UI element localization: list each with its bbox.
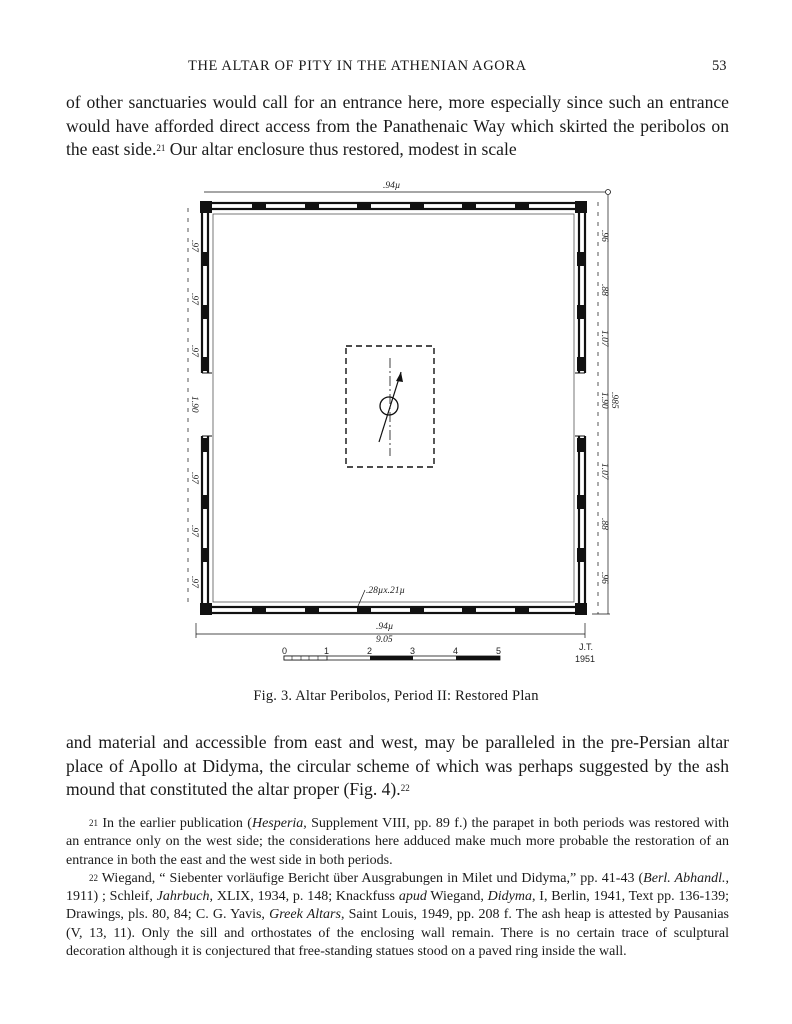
wall-block [410, 606, 424, 614]
footnote-ref-22[interactable]: 22 [400, 783, 410, 793]
left-dim: .97 [189, 293, 199, 305]
wall-block [201, 305, 209, 319]
fn-italic: Hesperia [251, 816, 304, 831]
wall-block [515, 202, 529, 210]
west-entrance [200, 373, 212, 436]
east-entrance [575, 373, 587, 436]
running-title: THE ALTAR OF PITY IN THE ATHENIAN AGORA [188, 58, 527, 74]
right-dim: .88 [599, 284, 609, 296]
inner-face [213, 214, 574, 602]
right-dim: .96 [599, 230, 609, 242]
wall-block [252, 202, 266, 210]
footnotes [66, 815, 729, 961]
wall-blocks [200, 201, 587, 615]
fn-text: , XLIX, 1934, p. 148; Knackfuss [209, 889, 399, 905]
altar-circle [380, 397, 398, 415]
wall-block [252, 606, 266, 614]
inner-wall [208, 209, 579, 607]
left-dim: .97 [189, 525, 199, 537]
drafter-year: 1951 [575, 654, 596, 664]
fn-text: , Supplement VIII, pp. 89 f.) the parapet in both periods was restored with an entrance only on the west side; the considerations here adduced make much more probable the restoration of an entrance in both the east and the west side in both periods. [66, 816, 730, 868]
footnote-ref-21[interactable]: 21 [156, 143, 166, 153]
left-dim: 1.90 [189, 396, 199, 413]
wall-block [577, 252, 585, 266]
fn-text: In the earlier publication ( [98, 816, 252, 831]
fn-italic: Greek Altars [269, 907, 341, 923]
right-dim: 1.07 [599, 463, 609, 480]
scale-label: 4 [453, 646, 459, 656]
total-width: 9.05 [376, 635, 393, 645]
page-number: 53 [712, 58, 727, 74]
right-dim-extra: .985 [609, 392, 619, 409]
wall-block [577, 438, 585, 452]
wall-block [577, 495, 585, 509]
wall-block [577, 548, 585, 562]
left-dimension-labels [189, 240, 199, 589]
wall-block [201, 548, 209, 562]
scale-label: 1 [324, 646, 330, 656]
footnote-22 [66, 870, 729, 961]
wall-block [577, 305, 585, 319]
body-paragraph-1 [66, 91, 729, 162]
figure-caption: Fig. 3. Altar Peribolos, Period II: Restored Plan [253, 688, 539, 704]
plan-drawing [180, 180, 620, 670]
fn-text: Wiegand, [426, 889, 488, 905]
fn-italic: Didyma [487, 889, 532, 905]
footnote-number: 21 [89, 818, 98, 828]
fn-italic: Jahrbuch [156, 889, 210, 905]
corner-block [200, 603, 212, 615]
para2-text: and material and accessible from east and west, may be paralleled in the pre-Persian altar place of Apollo at Didyma, the circular scheme of which was perhaps suggested by the ash mound that constituted the altar proper (Fig. 4). [66, 732, 729, 799]
bottom-dimension: .94µ [376, 622, 394, 632]
fn-italic: Berl. Abhandl. [643, 870, 726, 886]
right-dim: .88 [599, 518, 609, 530]
fn-italic: apud [398, 889, 427, 905]
figure-plan [180, 180, 620, 670]
wall-block [462, 606, 476, 614]
left-dim: .97 [189, 576, 199, 588]
corner-block [200, 201, 212, 213]
wall-block [201, 252, 209, 266]
wall-block [201, 438, 209, 452]
drafter-initials: J.T. [579, 642, 594, 652]
body-paragraph-2 [66, 731, 729, 802]
scale-bar [282, 646, 501, 660]
right-dim: .96 [599, 572, 609, 584]
wall-block [577, 357, 585, 371]
fn-text: , 1911) ; Schleif, [66, 870, 730, 905]
top-dimension: .94µ [383, 181, 401, 191]
north-arrow-head [396, 372, 403, 382]
wall-block [357, 606, 371, 614]
wall-block [462, 202, 476, 210]
wall-block [410, 202, 424, 210]
wall-block [305, 202, 319, 210]
wall-block [201, 357, 209, 371]
fn-text: , I, Berlin, 1941, Text pp. 136-139; Drawings, pls. 80, 84; C. G. Yavis, [66, 889, 729, 923]
para1-text-b: Our altar enclosure thus restored, modest in scale [165, 139, 517, 159]
para1-text-a: of other sanctuaries would call for an entrance here, more especially since such an entrance would have afforded direct access from the Panathenaic Way which skirted the peribolos on the east side. [66, 92, 729, 159]
scale-label: 3 [410, 646, 416, 656]
scale-label: 0 [282, 646, 288, 656]
corner-block [575, 201, 587, 213]
corner-block [575, 603, 587, 615]
scale-label: 2 [367, 646, 373, 656]
footnote-number: 22 [89, 872, 98, 883]
scale-label: 5 [496, 646, 502, 656]
wall-block [515, 606, 529, 614]
right-dim: 1.90 [599, 392, 609, 409]
left-dim: .97 [189, 240, 199, 252]
outer-wall [202, 203, 585, 613]
wall-block [357, 202, 371, 210]
right-dim: 1.07 [599, 330, 609, 347]
left-dim: .97 [189, 472, 199, 484]
wall-block [201, 495, 209, 509]
left-dim: .97 [189, 345, 199, 357]
wall-block [305, 606, 319, 614]
right-dimension-labels [599, 230, 619, 584]
fn-text: , Saint Louis, 1949, pp. 208 f. The ash heap is attested by Pausanias (V, 13, 11). Only the sill and orthostates of the enclosing wall remain. There is no certain trace of sculptural decoration although it is conjectured that free-standing statues stood on a paved ring inside the wall. [66, 907, 730, 960]
running-head [0, 58, 792, 78]
fn-text: Wiegand, “ Siebenter vorläufige Bericht über Ausgrabungen in Milet und Didyma,” pp. 41-43 ( [98, 870, 644, 886]
footnote-21 [66, 815, 729, 870]
block-label: .28µx.21µ [366, 586, 405, 596]
